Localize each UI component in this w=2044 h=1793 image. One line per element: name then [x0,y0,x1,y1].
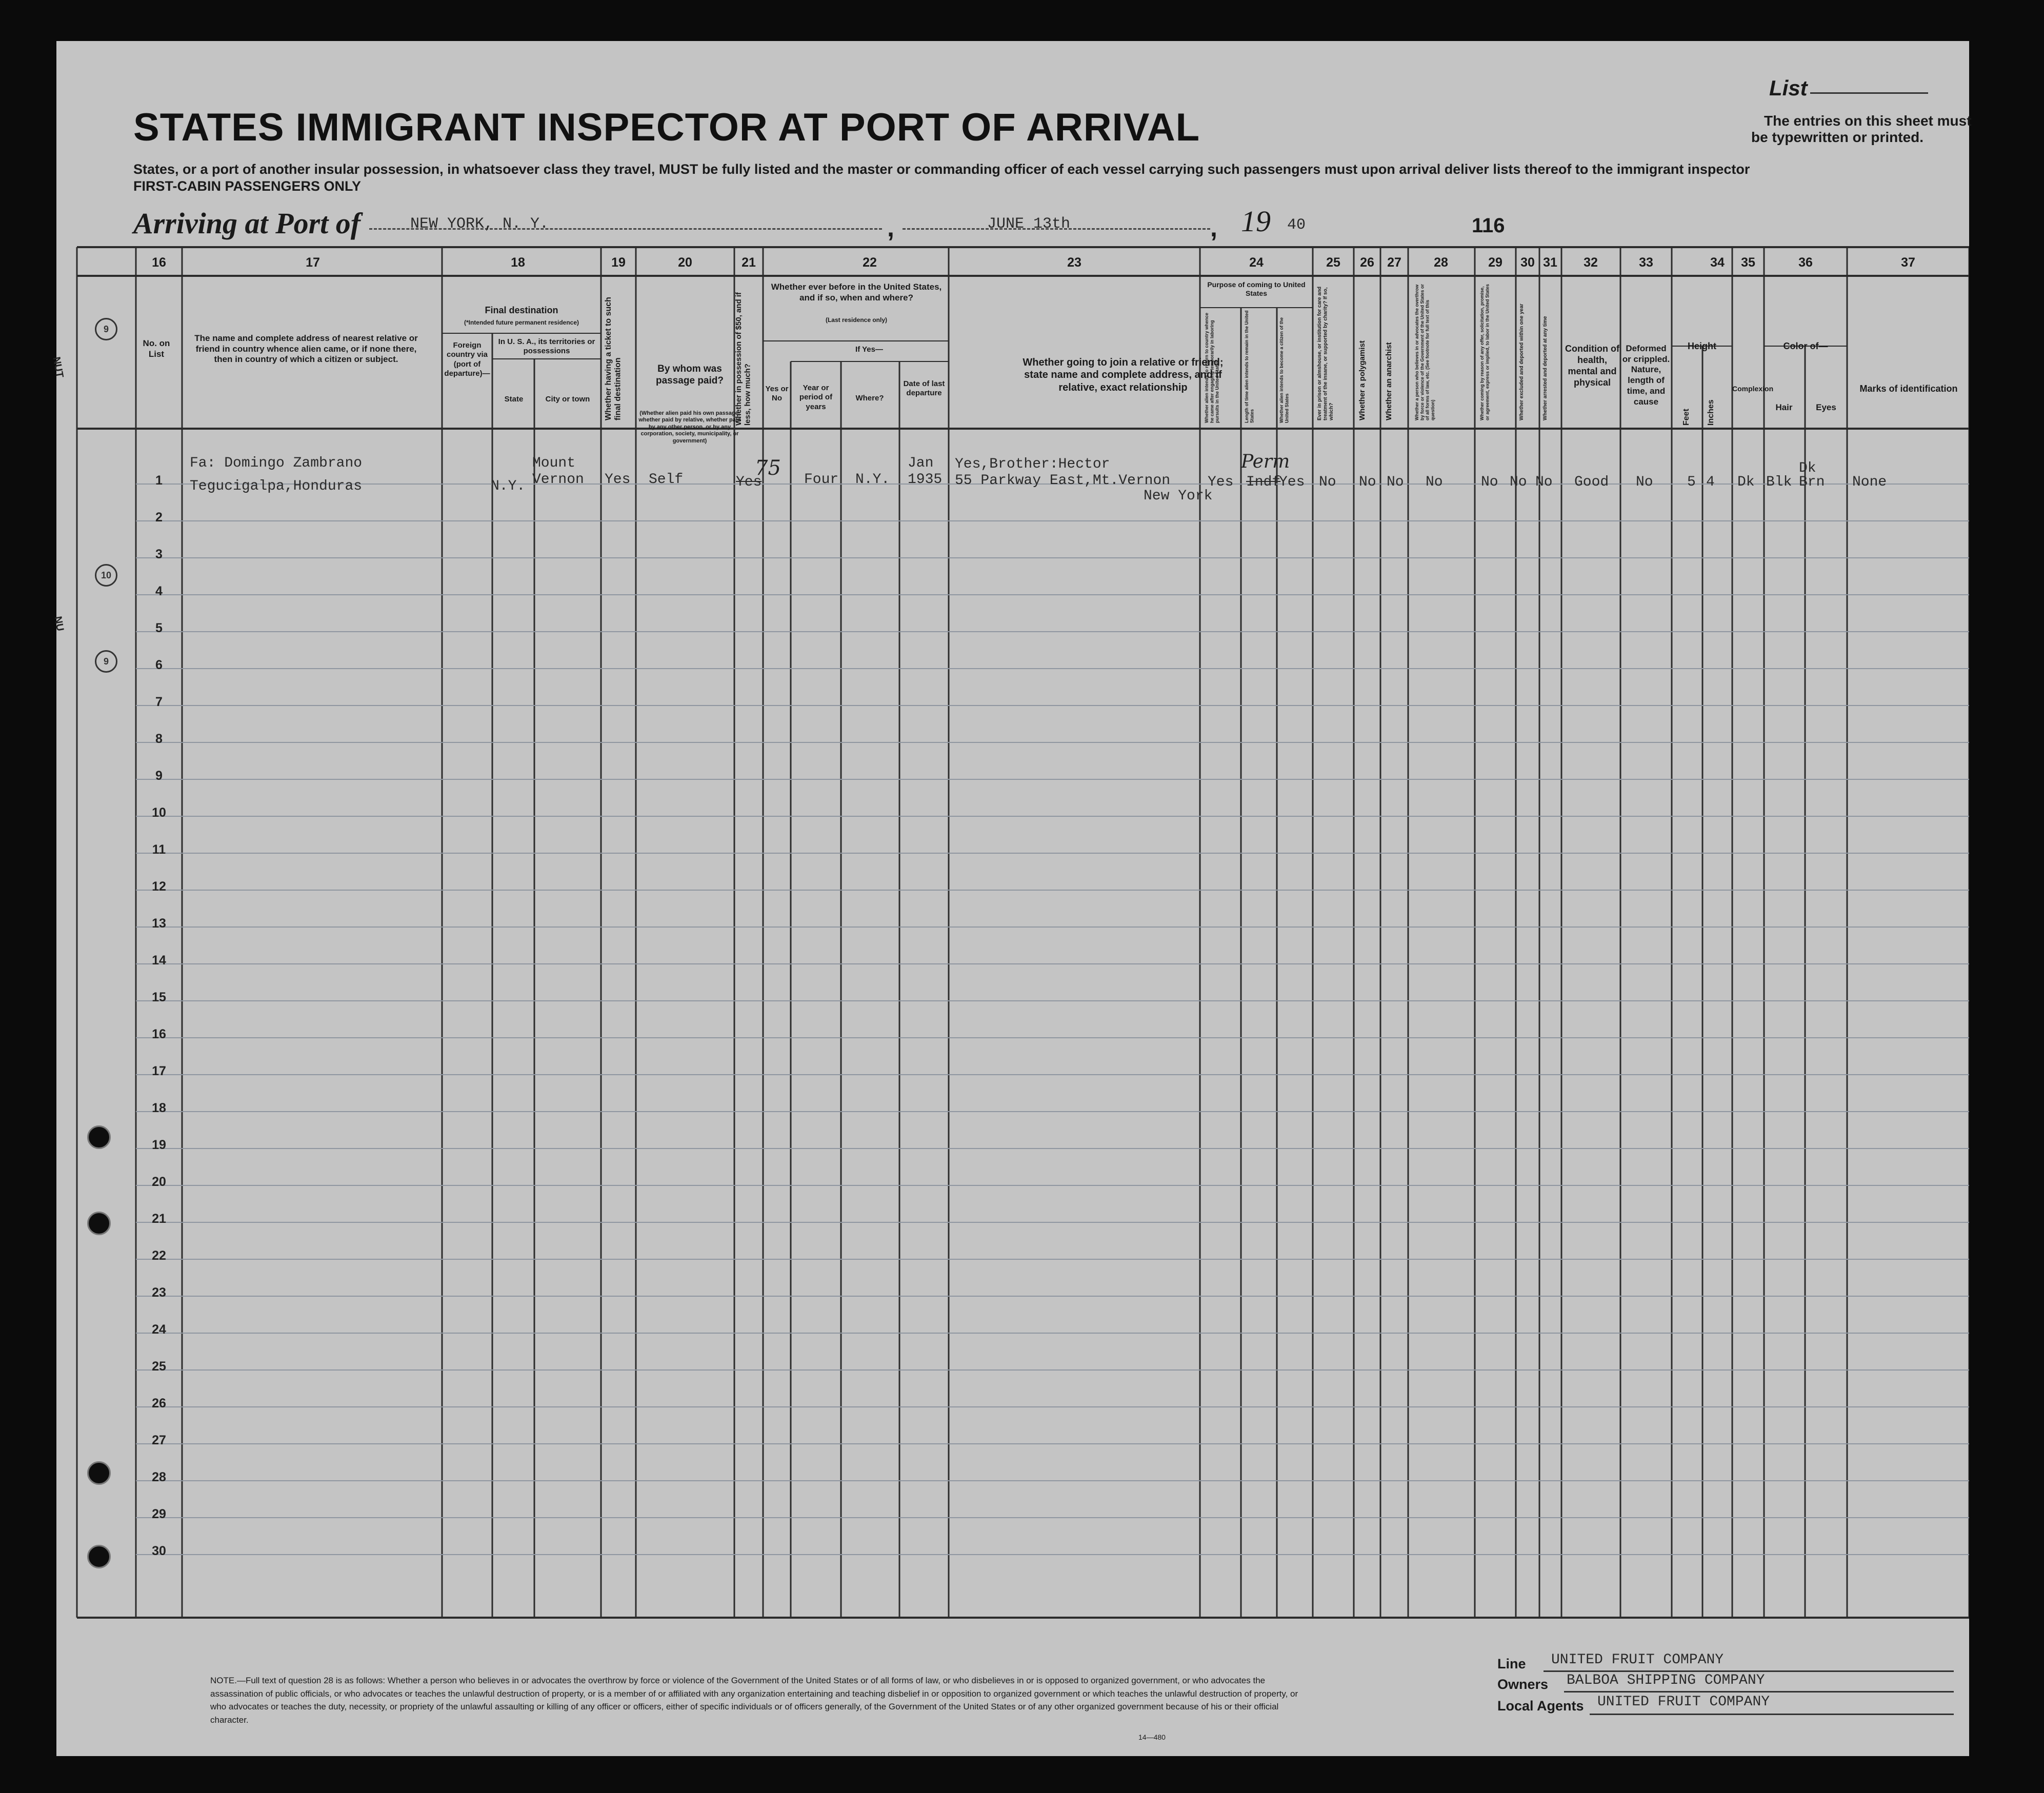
punch-hole [87,1125,111,1149]
entry-joining-line3: New York [1144,488,1213,504]
entry-state: N.Y. [491,478,526,494]
entry-period: Four [804,472,839,488]
entry-eyes-line2: Brn [1799,474,1825,490]
col18-note: (*Intended future permanent residence) [464,319,579,326]
col18-state-header: State [504,395,524,404]
col24a-header: Whether alien intends to return to country whence he came after engaging temporarily in laboring pursuits in the United States [1204,312,1220,423]
row-number: 12 [152,879,166,894]
punch-hole [87,1212,111,1235]
row-number: 26 [152,1396,166,1411]
row-number: 20 [152,1175,166,1189]
entry-complexion: Dk [1737,474,1755,490]
row-line [136,557,1969,558]
local-agents-label: Local Agents [1497,1698,1584,1714]
row-number: 17 [152,1064,166,1078]
entry-eyes-line1: Dk [1799,460,1816,476]
column-number: 19 [611,255,626,270]
arrival-port: NEW YORK, N. Y. [410,215,549,233]
column-number: 29 [1488,255,1502,270]
column-number: 17 [306,255,320,270]
row-line [136,1480,1969,1481]
manifest-sheet: STATES IMMIGRANT INSPECTOR AT PORT OF ARRIVAL List The entries on this sheet must be typewritten or printed. States, or a port of another insular possession, in whatsoever class they travel, MUST be fully listed and the master or commanding officer of each vessel carrying such passengers must upon arrival deliver lists thereof to the immigrant inspector FIRST-CABIN PASSENGERS ONLY Arriving at Port of NEW YORK, N. Y. , JUNE 13th , 19 40 116 1 2 3 4 5 6 7 8 9 10 11 12 13 14 15 16 17 18 19 20 21 22 23 24 25 26 27 28 29 30 16 17 18 19 20 21 22 23 24 25 26 27 28 29 30 31 32 33 34 35 36 37 No. on List The name and complete address of nearest relative or friend in country whence alien came, or if none there, then in country of which a citizen or subject. Final destination (*Intended future permanent residence) Foreign country via (port of departure)— In U. S. A., its territories or possessions State City or town Whether having a ticket to such final destination By whom was passage paid? (Whether alien paid his own passage, whether paid by relative, whether paid by any other person, or by any corporation, society, municipality, or government) Whether in possession of $50, and if less, how much? Whether ever before in the United States, and if so, when and where? (Last residence only) If Yes— Yes or No Year or period of years Where? Date of last departure Whether going to join a relative or friend; state name and complete address, and if relative, exact relationship Purpose of coming to United States Whether alien intends to return to country whence he came after engaging temporarily in laboring pursuits in the United States Length of time alien intends to remain in the United States Whether alien intends to become a citizen of the United States Ever in prison or almshouse, or institution for care and treatment of the insane, or supported by charity? If so, which? Whether a polygamist Whether an anarchist Whether a person who believes in or advocates the overthrow by force or violence of the Government of the United States or of all forms of law, etc. (See footnote for full text of this question) Whether coming by reason of any offer, solicitation, promise, or agreement, express or implied, to labor in the United States Whether excluded and deported within one year Whether arrested and deported at any time Condition of health, mental and physical Deformed or crippled. Nature, length of time, and cause Height Feet Inches Complexion Color of— Hair Eyes Marks of identification Fa: Domingo Zambrano Tegucigalpa,Honduras N.Y. Mount Vernon Yes Self Yes 75 Four N.Y. Jan 1935 Yes,Brother:Hector 55 Parkway East,Mt.Vernon New York Yes Indf Perm Yes No No No No No No No Good No 5 4 Dk Blk Dk Brn None NOTE.—Full text of question 28 is as follows: Whether a person who believes in or advocates the overthrow by force or violence of the Government of the United States or of all forms of law, or who disbelieves in or is opposed to organized government, or who advocates the assassination of public officials, or who advocates or teaches the unlawful destruction of property, or is a member of or affiliated with any organization entertaining and teaching disbelief in or opposition to organized government or which teaches the unlawful destruction of property, or who advocates or teaches the duty, necessity, or propriety of the unlawful assaulting or killing of any officer or officers, either of specific individuals or of officers generally, of the Government of the United States or of any other organized government because of his or their official character. 14—480 Line UNITED FRUIT COMPANY Owners BALBOA SHIPPING COMPANY Local Agents UNITED FRUIT COMPANY 9 10 9 NUT NU [56,41,1969,1756]
column-number: 34 [1710,255,1725,270]
row-number: 5 [155,621,163,635]
row-line [136,779,1969,780]
entry-overthrow: No [1426,474,1443,490]
column-number: 20 [678,255,692,270]
row-number: 23 [152,1285,166,1300]
row-line [136,1111,1969,1112]
column-number: 24 [1249,255,1264,270]
column-number: 25 [1326,255,1340,270]
line-label: Line [1497,1656,1526,1671]
col24b-header: Length of time alien intends to remain in the United States [1244,310,1255,423]
margin-handwritten-note: NUT [50,356,66,379]
col19-header: Whether having a ticket to such final destination [604,297,623,420]
entry-purpose-return: Yes [1208,474,1234,490]
row-line [136,1000,1969,1001]
column-number: 16 [152,255,166,270]
row-line [136,1554,1969,1555]
column-number: 28 [1434,255,1448,270]
row-number: 28 [152,1470,166,1484]
col35-header: Complexion [1732,385,1774,393]
col18-foreign-header: Foreign country via (port of departure)— [444,341,490,378]
instructions-line2: be typewritten or printed. [1751,129,1924,145]
entry-labor-offer: No [1481,474,1498,490]
col23-header: Whether going to join a relative or friend; state name and complete address, and if relative, exact relationship [1023,357,1224,393]
row-line [136,1037,1969,1038]
entry-excluded: No [1510,474,1527,490]
col22-date-header: Date of last departure [903,379,945,398]
owners-value: BALBOA SHIPPING COMPANY [1567,1673,1765,1688]
row-number: 3 [155,547,163,561]
entry-purpose-length: Indf [1246,474,1281,490]
row-line [136,742,1969,743]
col22-where-header: Where? [855,394,884,402]
column-number: 35 [1741,255,1755,270]
row-line [136,1406,1969,1407]
entry-ticket: Yes [605,472,631,488]
entry-deformed: No [1636,474,1653,490]
column-number: 18 [511,255,525,270]
row-number: 18 [152,1101,166,1115]
margin-circled-number: 10 [95,564,117,587]
column-number: 22 [863,255,877,270]
punch-hole [87,1461,111,1485]
row-number: 29 [152,1507,166,1521]
row-number: 15 [152,990,166,1004]
row-line [136,520,1969,521]
subtitle-line1: States, or a port of another insular possession, in whatsoever class they travel, MUST be fully listed and the master or commanding officer of each vessel carrying such passengers must upon arrival deliver lists thereof to the immigrant inspector [133,162,1750,177]
col36-eyes-header: Eyes [1816,402,1836,412]
row-number: 24 [152,1322,166,1337]
entry-joining-line1: Yes,Brother:Hector [955,456,1110,472]
col26-header: Whether a polygamist [1358,340,1367,420]
entry-arrested: No [1535,474,1553,490]
entry-anarchist: No [1387,474,1404,490]
col34-inches-header: Inches [1707,399,1715,426]
row-line [136,668,1969,669]
entry-departure-year: 1935 [908,472,943,488]
row-number: 19 [152,1138,166,1152]
punch-hole [87,1545,111,1568]
column-number: 30 [1520,255,1535,270]
row-line [136,1369,1969,1371]
row-number: 30 [152,1544,166,1558]
table-grid [56,41,1969,1756]
col36-hair-header: Hair [1775,402,1793,412]
row-line [136,631,1969,632]
entry-where: N.Y. [855,472,890,488]
document-title: STATES IMMIGRANT INSPECTOR AT PORT OF ARRIVAL [133,106,1200,149]
row-line [136,1443,1969,1444]
row-line [136,1333,1969,1334]
column-number: 37 [1901,255,1915,270]
footnote-question-28: NOTE.—Full text of question 28 is as follows: Whether a person who believes in or advocates the overthrow by force or violence of the Government of the United States or of all forms of law, or who disbelieves in or is opposed to organized government, or who advocates the assassination of public officials, or who advocates or teaches the unlawful destruction of property, or is a member of or affiliated with any organization entertaining and teaching disbelief in or opposition to organized government or which teaches the unlawful destruction of property, or who advocates or teaches the duty, necessity, or propriety of the unlawful assaulting or killing of any officer or officers, either of specific individuals or of officers generally, of the Government of the United States or of any other organized government because of his or their official character. [210,1676,1298,1725]
col16-header: No. on List [143,338,170,359]
row-number: 14 [152,953,166,968]
row-number: 11 [152,842,166,857]
entry-city-line1: Mount [532,455,576,471]
column-number: 32 [1584,255,1598,270]
row-number: 21 [152,1212,166,1226]
arriving-label: Arriving at Port of [133,207,361,240]
entry-marks: None [1852,474,1887,490]
row-line [136,1517,1969,1518]
column-number: 23 [1067,255,1081,270]
col22-note: (Last residence only) [825,316,888,324]
row-number: 8 [155,732,163,746]
row-number: 25 [152,1359,166,1374]
row-line [136,853,1969,854]
entry-health: Good [1574,474,1609,490]
instructions-line1: The entries on this sheet must [1764,113,1972,129]
row-number: 7 [155,695,163,709]
row-line [136,816,1969,817]
col28-header: Whether a person who believes in or advocates the overthrow by force or violence of the Government of the United States or of all forms of law, etc. (See footnote for full text of this question) [1414,284,1436,420]
row-number: 1 [155,473,163,488]
col22-yesno-header: Yes or No [765,385,789,403]
col18-city-header: City or town [545,395,590,404]
col37-header: Marks of identification [1859,384,1958,394]
row-number: 2 [155,510,163,525]
col27-header: Whether an anarchist [1385,342,1393,420]
column-number: 27 [1387,255,1401,270]
list-label: List [1769,76,1808,100]
arrival-year: 40 [1287,216,1306,234]
row-number: 22 [152,1248,166,1263]
col25-header: Ever in prison or almshouse, or institution for care and treatment of the insane, or supported by charity? If so, which? [1317,286,1334,420]
entry-hair: Blk [1766,474,1792,490]
line-value: UNITED FRUIT COMPANY [1551,1652,1724,1668]
entry-feet: 5 [1687,474,1696,490]
entry-city-line2: Vernon [532,472,584,488]
row-line [136,705,1969,706]
row-number: 10 [152,805,166,820]
entry-paid-by: Self [649,472,684,488]
col33-header: Deformed or crippled. Nature, length of time, and cause [1622,344,1670,407]
col30-header: Whether excluded and deported within one year [1519,304,1525,420]
col29-header: Whether coming by reason of any offer, solicitation, promise, or agreement, express or implied, to labor in the United States [1479,284,1490,420]
margin-circled-number: 9 [95,650,117,673]
col22-group-header: Whether ever before in the United States, and if so, when and where? [771,282,942,303]
row-number: 6 [155,658,163,672]
row-line [136,1259,1969,1260]
entry-departure-month: Jan [908,455,934,471]
local-agents-value: UNITED FRUIT COMPANY [1597,1694,1770,1710]
row-number: 9 [155,769,163,783]
col34-header: Height [1688,341,1716,351]
row-number: 16 [152,1027,166,1041]
entry-purpose-handwritten: Perm [1241,451,1290,472]
col36-header: Color of— [1783,341,1828,351]
row-line [136,963,1969,964]
entry-relative-name: Fa: Domingo Zambrano [190,455,363,471]
column-number: 36 [1798,255,1813,270]
column-number: 31 [1543,255,1557,270]
col24c-header: Whether alien intends to become a citizen of the United States [1279,317,1290,423]
entry-purpose-citizen: Yes [1279,474,1305,490]
entry-polygamist: No [1359,474,1376,490]
arrival-date: JUNE 13th [987,215,1071,233]
entry-prison: No [1319,474,1336,490]
year-prefix: 19 [1241,205,1271,238]
col18-group-header: Final destination [485,305,558,315]
row-number: 4 [155,584,163,598]
col18-usa-header: In U. S. A., its territories or possessions [498,337,595,356]
col31-header: Whether arrested and deported at any time [1542,316,1548,420]
col17-header: The name and complete address of nearest relative or friend in country whence alien came, or if none there, then in country of which a citizen or subject. [194,333,418,365]
row-line [136,1222,1969,1223]
row-line [136,1296,1969,1297]
column-number: 21 [742,255,756,270]
col21-header: Whether in possession of $50, and if less, how much? [734,292,752,426]
row-line [136,1148,1969,1149]
column-number: 33 [1639,255,1653,270]
col32-header: Condition of health, mental and physical [1565,344,1619,388]
row-line [136,1185,1969,1186]
col24-group-header: Purpose of coming to United States [1207,280,1306,298]
row-line [136,890,1969,891]
row-number: 27 [152,1433,166,1447]
col34-feet-header: Feet [1682,409,1691,426]
entry-relative-address: Tegucigalpa,Honduras [190,478,363,494]
margin-handwritten-note: NU [52,615,66,632]
entry-money-handwritten: 75 [755,456,781,480]
row-line [136,594,1969,595]
page-number: 116 [1472,214,1505,237]
col22-ifyes: If Yes— [855,345,883,354]
form-code: 14—480 [1138,1733,1166,1741]
row-line [136,1074,1969,1075]
owners-label: Owners [1497,1677,1549,1692]
column-number: 26 [1360,255,1374,270]
subtitle-line2: FIRST-CABIN PASSENGERS ONLY [133,178,362,194]
col22-period-header: Year or period of years [799,384,833,411]
margin-circled-number: 9 [95,318,117,340]
col20-note: (Whether alien paid his own passage, whether paid by relative, whether paid by any other person, or by any corporation, society, municipality, or government) [638,410,741,444]
entry-joining-line2: 55 Parkway East,Mt.Vernon [955,473,1171,489]
col20-header: By whom was passage paid? [656,364,724,387]
entry-inches: 4 [1706,474,1715,490]
row-line [136,926,1969,928]
row-number: 13 [152,916,166,931]
entry-money-typed: Yes [736,474,762,490]
